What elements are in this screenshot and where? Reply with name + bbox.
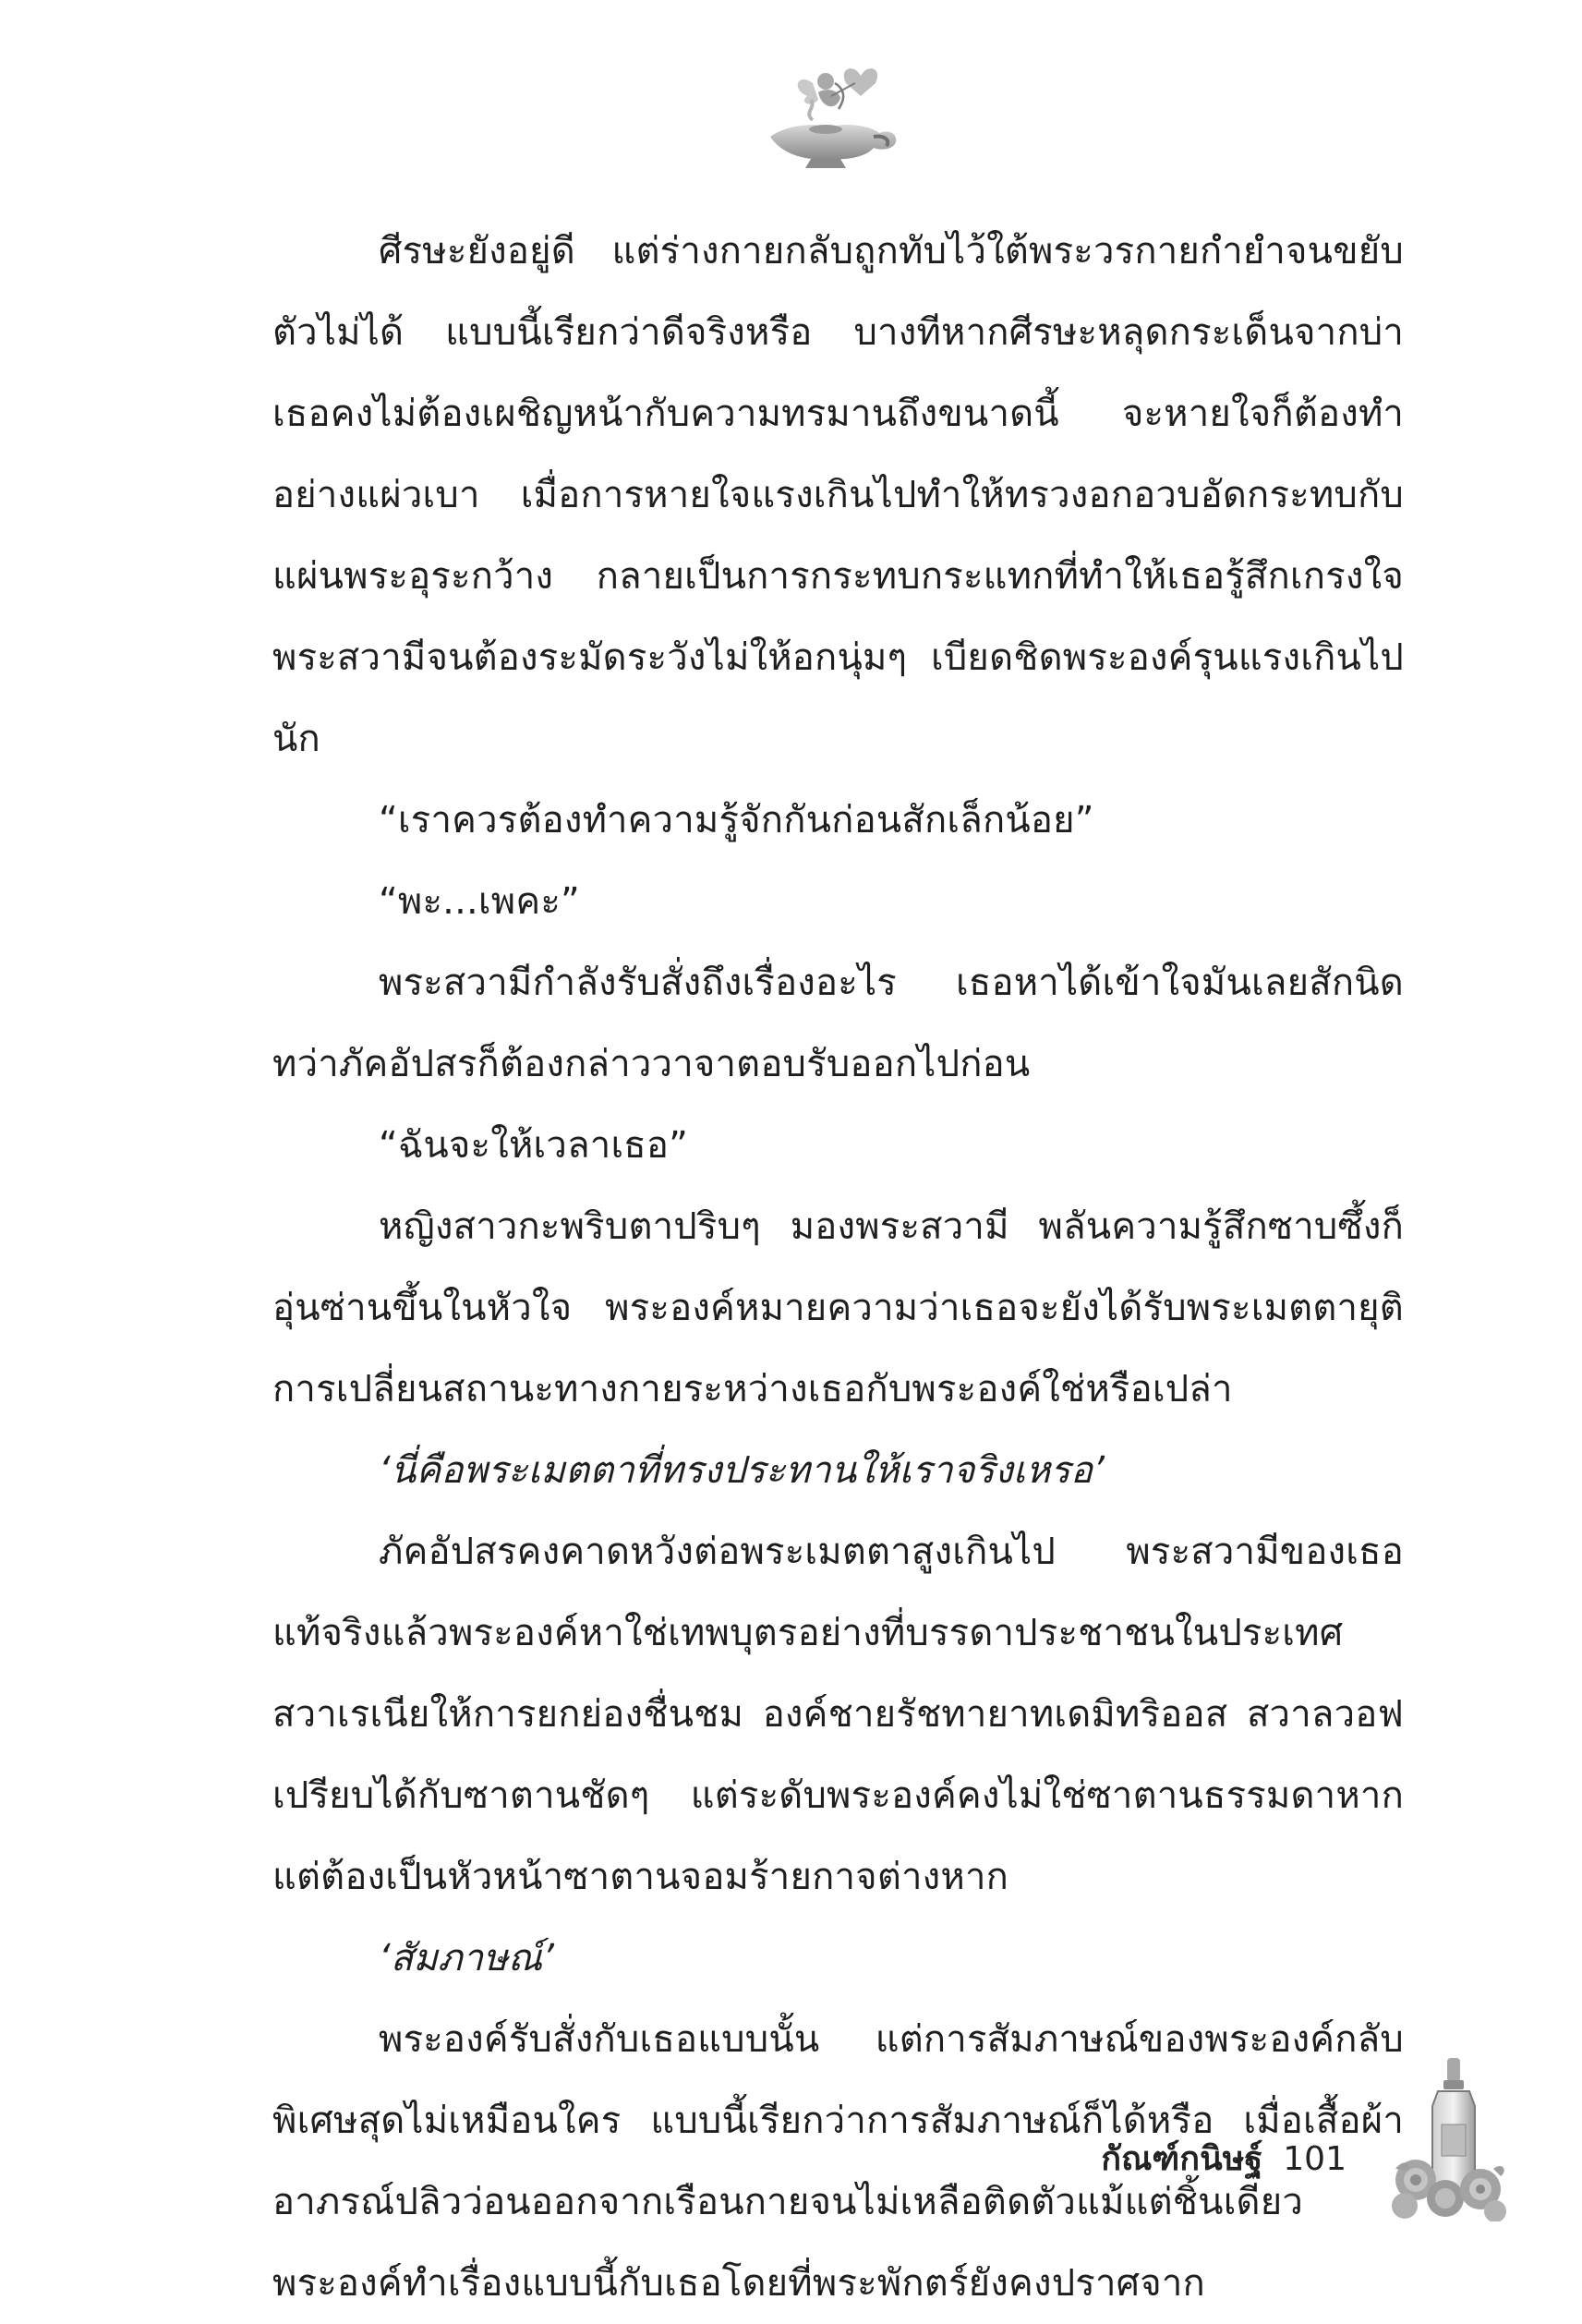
inner-thought: ‘นี่คือพระเมตตาที่ทรงประทานให้เราจริงเหรอ’: [379, 1449, 1105, 1492]
paragraph: พระสวามีกำลังรับสั่งถึงเรื่องอะไร เธอหาได้เข้าใจมันเลยสักนิดทว่าภัคอัปสรก็ต้องกล่าววาจาตอบรับออกไปก่อน: [272, 962, 1404, 1085]
dialogue-line: “เราควรต้องทำความรู้จักกันก่อนสักเล็กน้อย”: [379, 799, 1094, 841]
paragraph: หญิงสาวกะพริบตาปริบๆ มองพระสวามี พลันความรู้สึกซาบซึ้งก็อุ่นซ่านขึ้นในหัวใจ พระองค์หมายความว่าเธอจะยังได้รับพระเมตตายุติการเปลี่ยนสถานะทางกายระหว่างเธอกับพระองค์ใช่หรือเปล่า: [272, 1205, 1404, 1410]
paragraph: ศีรษะยังอยู่ดี แต่ร่างกายกลับถูกทับไว้ใต้พระวรกายกำยำจนขยับตัวไม่ได้ แบบนี้เรียกว่าดีจริงหรือ บางทีหากศีรษะหลุดกระเด็นจากบ่า เธอคงไม่ต้องเผชิญหน้ากับความทรมานถึงขนาดนี้ จะหายใจก็ต้องทำอย่างแผ่วเบา เมื่อการหายใจแรงเกินไปทำให้ทรวงอกอวบอัดกระทบกับแผ่นพระอุระกว้าง กลายเป็นการกระทบกระแทกที่ทำให้เธอรู้สึกเกรงใจพระสวามีจนต้องระมัดระวังไม่ให้อกนุ่มๆ เบียดชิดพระองค์รุนแรงเกินไปนัก: [272, 230, 1404, 760]
page-number: 101: [1283, 2140, 1347, 2178]
book-title: กัณฑ์กนิษฐ์: [1101, 2140, 1263, 2178]
paragraph: พระองค์รับสั่งกับเธอแบบนั้น แต่การสัมภาษณ์ของพระองค์กลับพิเศษสุดไม่เหมือนใคร แบบนี้เรียกว่าการสัมภาษณ์ก็ได้หรือ เมื่อเสื้อผ้าอาภรณ์ปลิวว่อนออกจากเรือนกายจนไม่เหลือติดตัวแม้แต่ชิ้นเดียว พระองค์ทำเรื่องแบบนี้กับเธอโดยที่พระพักตร์ยังคงปราศจาก: [272, 2018, 1404, 2305]
page-footer: [1101, 2132, 1347, 2185]
cupid-genie-lamp-icon: [757, 55, 905, 171]
perfume-bottle-roses-icon: [1390, 2051, 1510, 2221]
main-text: [272, 211, 1404, 2324]
inner-thought: ‘สัมภาษณ์’: [379, 1937, 555, 1979]
dialogue-line: “พะ...เพคะ”: [379, 880, 580, 923]
paragraph: ภัคอัปสรคงคาดหวังต่อพระเมตตาสูงเกินไป พระสวามีของเธอแท้จริงแล้วพระองค์หาใช่เทพบุตรอย่างที่บรรดาประชาชนในประเทศสวาเรเนียให้การยกย่องชื่นชม องค์ชายรัชทายาทเดมิทริออส สวาลวอฟเปรียบได้กับซาตานชัดๆ แต่ระดับพระองค์คงไม่ใช่ซาตานธรรมดาหากแต่ต้องเป็นหัวหน้าซาตานจอมร้ายกาจต่างหาก: [272, 1531, 1404, 1898]
dialogue-line: “ฉันจะให้เวลาเธอ”: [379, 1124, 689, 1167]
